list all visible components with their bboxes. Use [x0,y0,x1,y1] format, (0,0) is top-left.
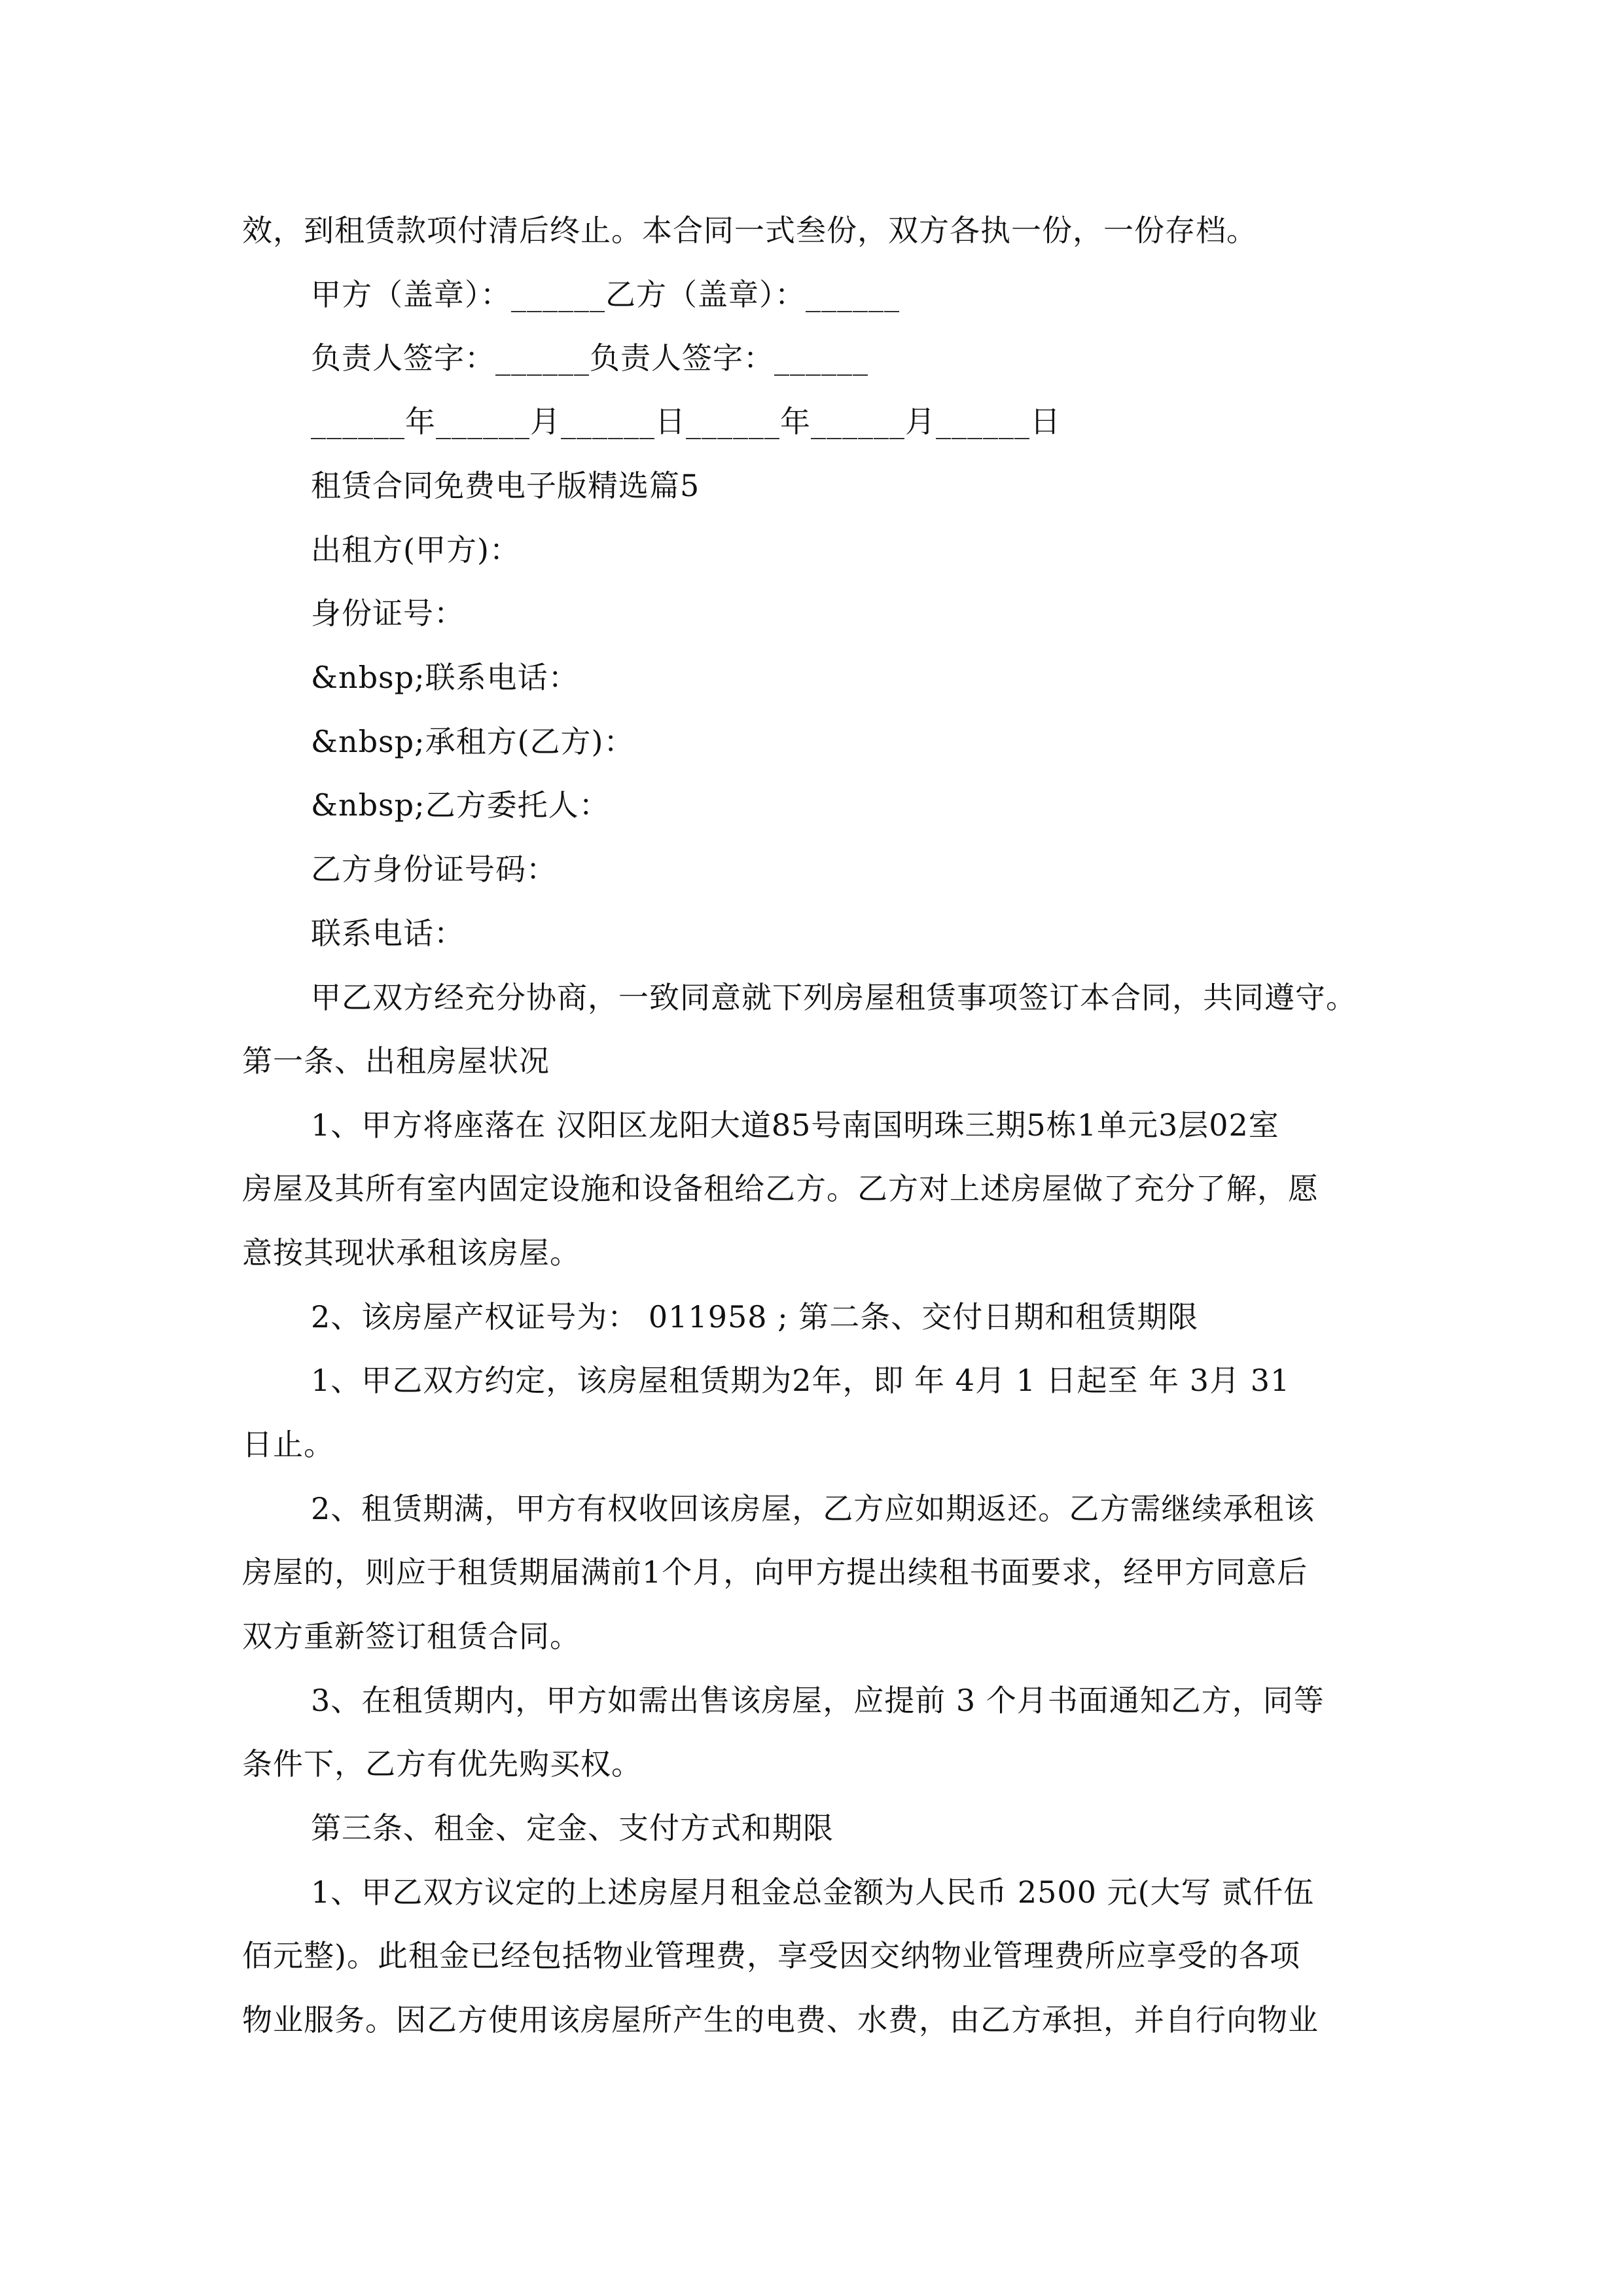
article-heading: 第三条、租金、定金、支付方式和期限 [311,1810,834,1846]
text-line: 1、甲乙双方约定，该房屋租赁期为2年，即 年 4月 1 日起至 年 3月 31 [311,1363,1291,1398]
signature-line-stamp: 甲方（盖章）：______乙方（盖章）：______ [311,277,900,312]
text-line: 甲乙双方经充分协商，一致同意就下列房屋租赁事项签订本合同，共同遵守。 [311,980,1357,1015]
text-line: 联系电话： [311,916,465,951]
text-line: 乙方身份证号码： [311,852,557,887]
text-line: &nbsp;联系电话： [311,660,579,695]
text-line: 2、该房屋产权证号为： 011958 ; 第二条、交付日期和租赁期限 [311,1299,1199,1335]
text-line: 1、甲方将座落在 汉阳区龙阳大道85号南国明珠三期5栋1单元3层02室 [311,1107,1279,1143]
signature-line-responsible: 负责人签字：______负责人签字：______ [311,340,868,376]
section-title: 租赁合同免费电子版精选篇5 [311,468,700,503]
date-line: ______年______月______日______年______月______日 [311,404,1061,439]
text-line: 物业服务。因乙方使用该房屋所产生的电费、水费，由乙方承担，并自行向物业 [242,2002,1319,2037]
text-line: 出租方(甲方)： [311,532,520,567]
text-line: 效，到租赁款项付清后终止。本合同一式叁份，双方各执一份，一份存档。 [242,213,1257,248]
text-line: 3、在租赁期内，甲方如需出售该房屋，应提前 3 个月书面通知乙方，同等 [311,1683,1325,1718]
text-line: 身份证号： [311,596,465,631]
text-line: 房屋的，则应于租赁期届满前1个月，向甲方提出续租书面要求，经甲方同意后 [242,1554,1308,1590]
text-line: 2、租赁期满，甲方有权收回该房屋，乙方应如期返还。乙方需继续承租该 [311,1491,1315,1526]
text-line: 佰元整)。此租金已经包括物业管理费，享受因交纳物业管理费所应享受的各项 [242,1938,1300,1973]
text-line: &nbsp;承租方(乙方)： [311,724,635,759]
text-line: 双方重新签订租赁合同。 [242,1619,580,1654]
text-line: 日止。 [242,1427,334,1462]
text-line: 1、甲乙双方议定的上述房屋月租金总金额为人民币 2500 元(大写 贰仟伍 [311,1874,1315,1910]
article-heading: 第一条、出租房屋状况 [242,1043,550,1079]
text-line: &nbsp;乙方委托人： [311,787,610,823]
text-line: 意按其现状承租该房屋。 [242,1235,580,1270]
text-line: 房屋及其所有室内固定设施和设备租给乙方。乙方对上述房屋做了充分了解，愿 [242,1171,1319,1206]
text-line: 条件下，乙方有优先购买权。 [242,1746,642,1782]
